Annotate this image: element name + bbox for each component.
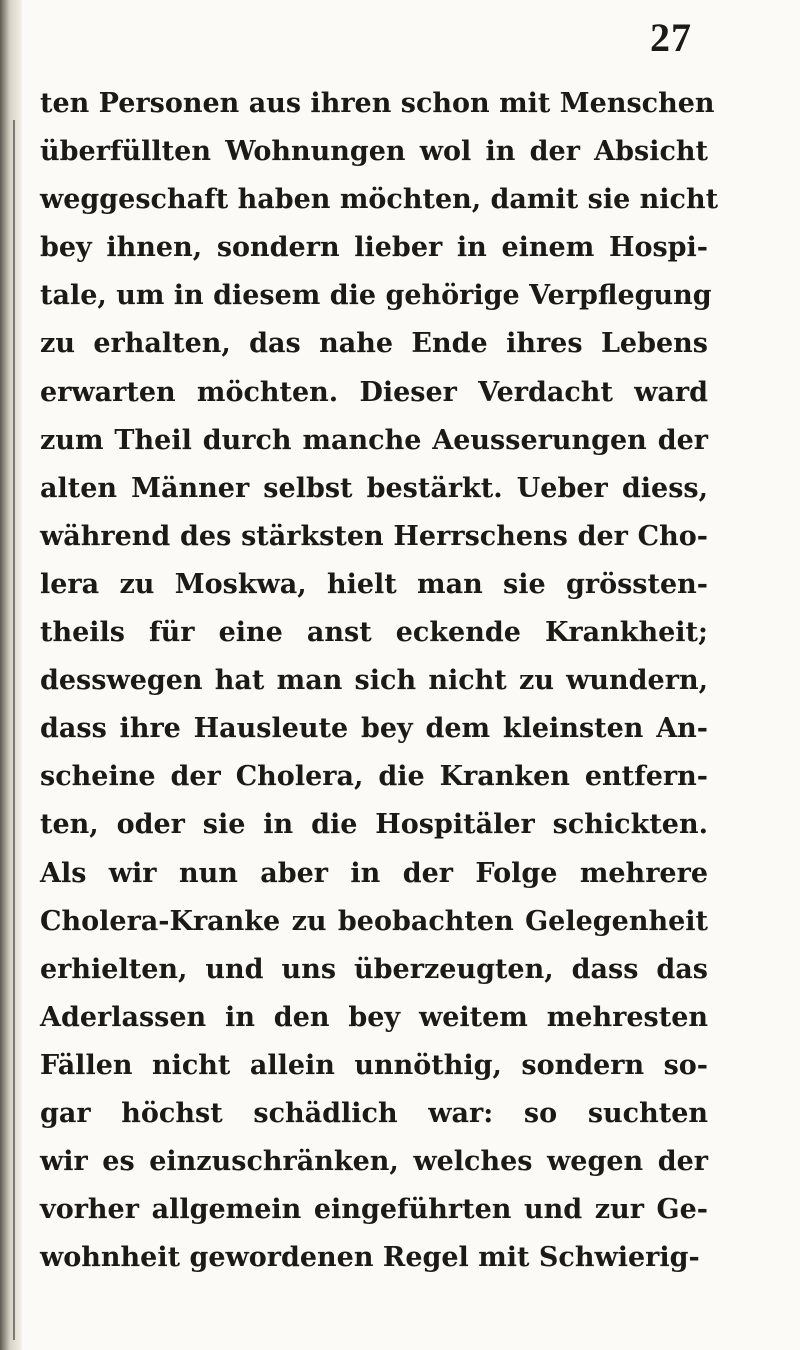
text-line: ten Personen aus ihren schon mit Menschen xyxy=(40,88,715,119)
text-line: Cholera-Kranke zu beobachten Gelegenheit xyxy=(40,905,708,937)
text-line: zu erhalten, das nahe Ende ihres Lebens xyxy=(40,328,708,360)
text-line: bey ihnen, sondern lieber in einem Hospi- xyxy=(40,232,708,264)
text-line: erhielten, und uns überzeugten, dass das xyxy=(40,953,708,985)
text-line: gar höchst schädlich war: so suchten xyxy=(40,1097,708,1129)
page-binding-edge xyxy=(0,0,22,1350)
text-line: überfüllten Wohnungen wol in der Absicht xyxy=(40,136,708,168)
text-line: Als wir nun aber in der Folge mehrere xyxy=(40,857,708,889)
text-line: ten, oder sie in die Hospitäler schickten. xyxy=(40,809,708,841)
text-line: alten Männer selbst bestärkt. Ueber diess, xyxy=(40,472,708,504)
page-number: 27 xyxy=(650,15,692,60)
text-line: Fällen nicht allein unnöthig, sondern so- xyxy=(40,1049,708,1081)
text-line: tale, um in diesem die gehörige Verpflegung xyxy=(40,280,712,312)
text-line: lera zu Moskwa, hielt man sie grössten- xyxy=(40,568,708,600)
body-text xyxy=(40,80,719,1282)
text-line: erwarten möchten. Dieser Verdacht ward xyxy=(40,376,708,408)
binding-shadow-line xyxy=(13,120,15,1340)
text-line: dass ihre Hausleute bey dem kleinsten An- xyxy=(40,713,708,745)
text-line: zum Theil durch manche Aeusserungen der xyxy=(40,424,708,456)
text-line: Aderlassen in den bey weitem mehresten xyxy=(40,1001,708,1033)
text-line: theils für eine anst eckende Krankheit; xyxy=(40,617,708,649)
text-line: vorher allgemein eingeführten und zur Ge- xyxy=(40,1194,708,1226)
text-line: scheine der Cholera, die Kranken entfern- xyxy=(40,761,708,793)
text-line: während des stärksten Herrschens der Cho- xyxy=(40,520,708,552)
text-line: wir es einzuschränken, welches wegen der xyxy=(40,1146,708,1178)
text-line: desswegen hat man sich nicht zu wundern, xyxy=(40,665,708,697)
text-line: wohnheit gewordenen Regel mit Schwierig- xyxy=(40,1242,700,1274)
text-line: weggeschaft haben möchten, damit sie nicht xyxy=(40,184,719,216)
